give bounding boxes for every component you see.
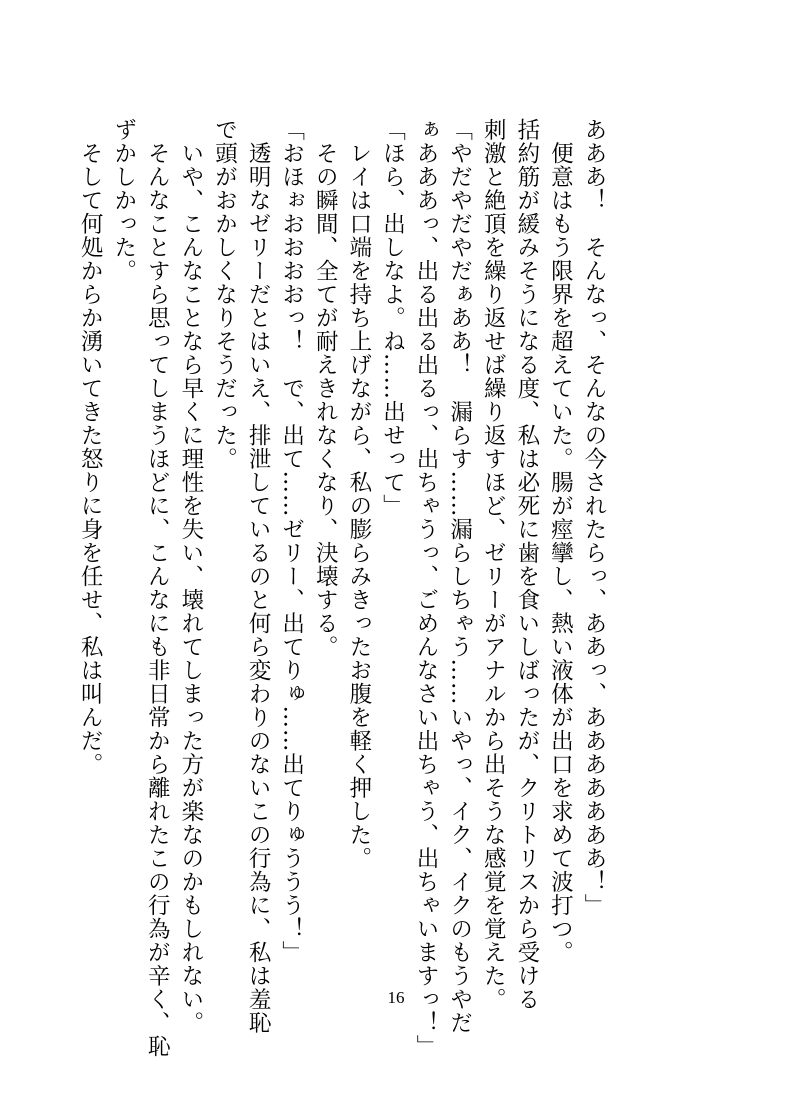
text-line: そして何処からか湧いてきた怒りに身を任せ、私は叫んだ。 (77, 118, 104, 776)
text-line: ずかしかった。 (110, 118, 137, 283)
text-line: 透明なゼリーだとはいえ、排泄しているのと何ら変わりのないこの行為に、私は羞恥 (245, 118, 272, 1035)
text-line: いや、こんなことなら早くに理性を失い、壊れてしまった方が楽なのかもしれない。 (177, 118, 204, 1035)
text-line: 括約筋が緩みそうになる度、私は必死に歯を食いしばったが、クリトリスから受ける (513, 118, 540, 1011)
text-line: レイは口端を持ち上げながら、私の膨らみきったお腹を軽く押した。 (345, 118, 372, 870)
text-line: で頭がおかしくなりそうだった。 (211, 118, 238, 471)
text-line: 「やだやだやだぁああ！ 漏らす……漏らしちゃう……いやっ、イク、イクのもうやだ (446, 118, 473, 1035)
text-line: 「ほら、出しなよ。ね……出せって」 (379, 118, 406, 518)
text-line: その瞬間、全てが耐えきれなくなり、決壊する。 (312, 118, 339, 659)
text-line: ぁあああっ、出る出る出るっ、出ちゃうっ、ごめんなさい出ちゃう、出ちゃいますっ！」 (413, 118, 440, 1058)
page-number: 16 (387, 988, 405, 1007)
text-line: 便意はもう限界を超えていた。腸が痙攣し、熱い液体が出口を求めて波打つ。 (547, 118, 574, 964)
text-line: あああ！ そんなっ、そんなの今されたらっ、ああっ、あああああああ！」 (581, 118, 607, 917)
text-line: 「おほぉおおおおっ！ で、出て……ゼリー、出てりゅ……出てりゅううう！」 (278, 118, 305, 964)
text-line: そんなことすら思ってしまうほどに、こんなにも非日常から離れたこの行為が辛く、恥 (144, 118, 171, 1058)
text-line: 刺激と絶頂を繰り返せば繰り返すほど、ゼリーがアナルから出そうな感覚を覚えた。 (480, 118, 507, 1011)
